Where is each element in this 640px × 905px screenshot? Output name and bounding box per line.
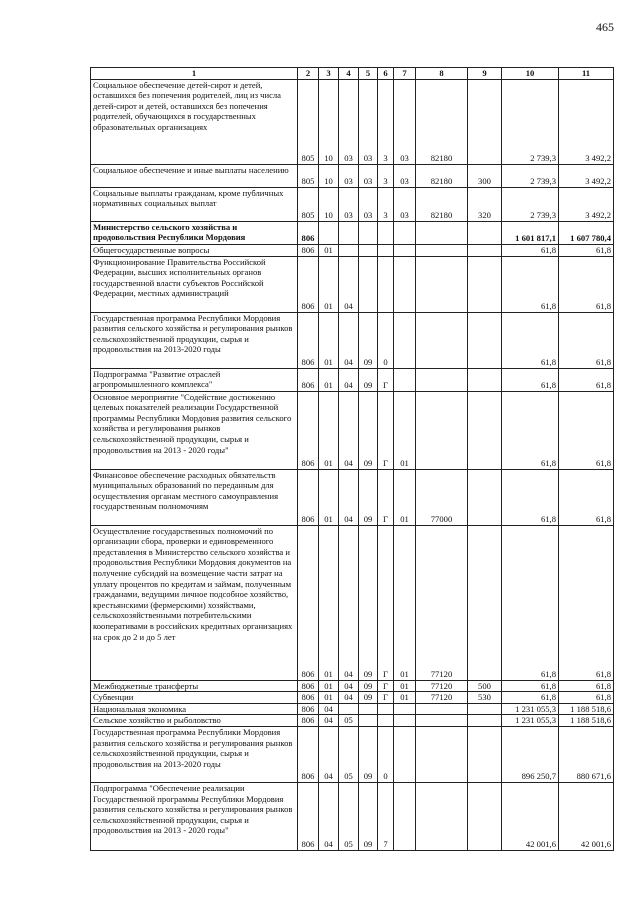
col-11: 61,8 [559,244,614,256]
col-4: 05 [339,726,359,782]
col-5 [359,221,378,244]
col-10: 1 601 817,1 [502,221,559,244]
col-11: 3 492,2 [559,79,614,164]
col-header: 11 [559,68,614,80]
col-3: 10 [319,164,339,187]
col-11: 61,8 [559,312,614,368]
col-10: 61,8 [502,692,559,704]
col-2: 806 [298,680,319,692]
col-3: 01 [319,368,339,391]
col-3: 04 [319,703,339,715]
col-5: 09 [359,469,378,525]
row-name: Государственная программа Республики Мордовия развития сельского хозяйства и регулирования рынков сельскохозяйственной продукции, сырья и продовольствия на 2013-2020 годы [91,312,298,368]
col-header: 5 [359,68,378,80]
col-11: 61,8 [559,368,614,391]
col-2: 806 [298,368,319,391]
col-5: 09 [359,680,378,692]
col-6 [378,244,394,256]
col-4: 05 [339,715,359,727]
col-header: 1 [91,68,298,80]
col-8: 77120 [416,692,468,704]
col-3: 01 [319,525,339,680]
col-7 [394,312,416,368]
col-10: 61,8 [502,244,559,256]
col-4: 04 [339,256,359,312]
col-5: 09 [359,692,378,704]
col-9 [468,312,502,368]
col-8 [416,256,468,312]
table-row [91,680,614,692]
col-header: 7 [394,68,416,80]
col-6: Г [378,525,394,680]
col-11: 42 001,6 [559,782,614,850]
col-4: 03 [339,187,359,221]
table-row [91,312,614,368]
col-9 [468,244,502,256]
col-8: 77120 [416,525,468,680]
table-body [91,68,614,851]
row-name: Финансовое обеспечение расходных обязательств муниципальных образований по переданным для осуществления органам местного самоуправления государственным полномочиям [91,469,298,525]
col-11: 1 607 780,4 [559,221,614,244]
col-2: 806 [298,256,319,312]
col-8: 82180 [416,187,468,221]
col-11: 61,8 [559,692,614,704]
col-9: 500 [468,680,502,692]
col-4: 04 [339,391,359,469]
col-11: 1 188 518,6 [559,715,614,727]
col-8: 82180 [416,79,468,164]
row-name: Подпрограмма "Развитие отраслей агропромышленного комплекса" [91,368,298,391]
col-3: 04 [319,726,339,782]
col-7: 03 [394,164,416,187]
col-7 [394,715,416,727]
table-row [91,525,614,680]
col-2: 806 [298,525,319,680]
col-10: 61,8 [502,312,559,368]
col-10: 896 250,7 [502,726,559,782]
table-row [91,221,614,244]
col-7: 01 [394,391,416,469]
table-row [91,187,614,221]
col-header: 6 [378,68,394,80]
col-10: 2 739,3 [502,164,559,187]
col-6: 0 [378,312,394,368]
col-3: 01 [319,391,339,469]
col-7: 03 [394,79,416,164]
col-9 [468,703,502,715]
col-4 [339,703,359,715]
col-7 [394,703,416,715]
table-row [91,469,614,525]
col-7: 01 [394,469,416,525]
col-11: 61,8 [559,391,614,469]
col-8 [416,368,468,391]
col-11: 3 492,2 [559,164,614,187]
col-2: 806 [298,391,319,469]
col-3: 01 [319,469,339,525]
col-3: 10 [319,187,339,221]
col-8 [416,782,468,850]
col-8 [416,244,468,256]
col-8 [416,391,468,469]
col-5: 03 [359,79,378,164]
row-name: Подпрограмма "Обеспечение реализации Государственной программы Республики Мордовия развития сельского хозяйства и регулирования рынков сельскохозяйственной продукции, сырья и продовольствия на 2013 - 2020 годы" [91,782,298,850]
col-7: 01 [394,525,416,680]
col-11: 3 492,2 [559,187,614,221]
col-9 [468,256,502,312]
col-10: 61,8 [502,256,559,312]
col-3: 01 [319,244,339,256]
col-9 [468,79,502,164]
col-5 [359,703,378,715]
row-name: Государственная программа Республики Мордовия развития сельского хозяйства и регулирования рынков сельскохозяйственной продукции, сырья и продовольствия на 2013-2020 годы [91,726,298,782]
table-row [91,782,614,850]
col-9 [468,469,502,525]
col-9 [468,368,502,391]
col-3: 04 [319,715,339,727]
col-3: 01 [319,680,339,692]
table-row [91,79,614,164]
col-5: 09 [359,391,378,469]
col-header: 4 [339,68,359,80]
col-3: 01 [319,692,339,704]
table-row [91,692,614,704]
col-4 [339,221,359,244]
table-row [91,256,614,312]
col-4: 04 [339,469,359,525]
col-5: 09 [359,312,378,368]
col-8: 82180 [416,164,468,187]
col-2: 805 [298,79,319,164]
col-4: 04 [339,368,359,391]
col-2: 805 [298,187,319,221]
col-6: 7 [378,782,394,850]
col-8 [416,312,468,368]
col-9: 300 [468,164,502,187]
row-name: Общегосударственные вопросы [91,244,298,256]
col-4: 04 [339,692,359,704]
col-8: 77120 [416,680,468,692]
col-5: 09 [359,726,378,782]
col-11: 61,8 [559,256,614,312]
col-5 [359,715,378,727]
col-9 [468,782,502,850]
col-11: 880 671,6 [559,726,614,782]
col-2: 806 [298,715,319,727]
col-9 [468,391,502,469]
col-6 [378,715,394,727]
col-6: Г [378,469,394,525]
budget-table [90,67,614,851]
col-10: 1 231 055,3 [502,703,559,715]
col-11: 61,8 [559,680,614,692]
row-name: Социальное обеспечение детей-сирот и детей, оставшихся без попечения родителей, лиц из числа детей-сирот и детей, оставшихся без попечения родителей, обучающихся в государственных образовательных организациях [91,79,298,164]
col-3: 04 [319,782,339,850]
col-10: 61,8 [502,368,559,391]
row-name: Межбюджетные трансферты [91,680,298,692]
col-6: 0 [378,726,394,782]
col-8: 77000 [416,469,468,525]
col-8 [416,703,468,715]
col-3 [319,221,339,244]
row-name: Социальные выплаты гражданам, кроме публичных нормативных социальных выплат [91,187,298,221]
col-7 [394,244,416,256]
col-9 [468,715,502,727]
row-name: Субвенции [91,692,298,704]
col-6: Г [378,368,394,391]
row-name: Сельское хозяйство и рыболовство [91,715,298,727]
table-row [91,715,614,727]
col-6 [378,703,394,715]
col-11: 1 188 518,6 [559,703,614,715]
col-9 [468,221,502,244]
col-10: 2 739,3 [502,187,559,221]
col-2: 806 [298,692,319,704]
row-name: Осуществление государственных полномочий по организации сбора, проверки и единовременного представления в Министерство сельского хозяйства и продовольствия Республики Мордовия документов на получение субсидий на возмещение части затрат на уплату процентов по кредитам и займам, полученным гражданами, ведущими личное подсобное хозяйство, крестьянскими (фермерскими) хозяйствами, сельскохозяйственными потребительскими кооперативами в российских кредитных организациях на срок до 2 и до 5 лет [91,525,298,680]
col-5 [359,256,378,312]
col-10: 2 739,3 [502,79,559,164]
col-header: 3 [319,68,339,80]
col-2: 806 [298,726,319,782]
row-name: Функционирование Правительства Российской Федерации, высших исполнительных органов государственной власти субъектов Российской Федерации, местных администраций [91,256,298,312]
col-10: 61,8 [502,391,559,469]
col-7 [394,368,416,391]
table-row [91,703,614,715]
table-header-row [91,68,614,80]
col-10: 42 001,6 [502,782,559,850]
col-4 [339,244,359,256]
col-6: 3 [378,187,394,221]
col-4: 04 [339,680,359,692]
col-4: 03 [339,164,359,187]
col-2: 806 [298,469,319,525]
col-10: 61,8 [502,525,559,680]
col-4: 04 [339,525,359,680]
col-6: Г [378,391,394,469]
col-6 [378,256,394,312]
col-header: 9 [468,68,502,80]
col-2: 806 [298,703,319,715]
col-11: 61,8 [559,469,614,525]
col-header: 2 [298,68,319,80]
col-4: 03 [339,79,359,164]
col-5: 09 [359,525,378,680]
col-4: 05 [339,782,359,850]
page-number: 465 [596,20,614,34]
col-9: 530 [468,692,502,704]
col-2: 806 [298,221,319,244]
col-8 [416,221,468,244]
table-row [91,164,614,187]
col-5 [359,244,378,256]
col-9 [468,726,502,782]
row-name: Социальное обеспечение и иные выплаты населению [91,164,298,187]
row-name: Национальная экономика [91,703,298,715]
col-7 [394,221,416,244]
col-6: 3 [378,79,394,164]
col-5: 09 [359,368,378,391]
col-9: 320 [468,187,502,221]
col-7: 01 [394,692,416,704]
row-name: Основное мероприятие "Содействие достижению целевых показателей реализации Государственной программы Республики Мордовия развития сельского хозяйства и регулирования рынков сельскохозяйственной продукции, сырья и продовольствия на 2013 - 2020 годы" [91,391,298,469]
col-9 [468,525,502,680]
col-5: 03 [359,187,378,221]
col-2: 806 [298,312,319,368]
col-header: 8 [416,68,468,80]
col-6: Г [378,692,394,704]
table-row [91,726,614,782]
col-6 [378,221,394,244]
col-11: 61,8 [559,525,614,680]
table-row [91,368,614,391]
col-8 [416,715,468,727]
col-6: 3 [378,164,394,187]
col-3: 01 [319,256,339,312]
col-10: 61,8 [502,680,559,692]
col-3: 01 [319,312,339,368]
col-10: 1 231 055,3 [502,715,559,727]
col-7 [394,782,416,850]
col-4: 04 [339,312,359,368]
col-5: 03 [359,164,378,187]
col-8 [416,726,468,782]
col-2: 806 [298,782,319,850]
table-row [91,391,614,469]
col-7 [394,256,416,312]
table-row [91,244,614,256]
col-7: 03 [394,187,416,221]
col-2: 806 [298,244,319,256]
row-name: Министерство сельского хозяйства и продовольствия Республики Мордовия [91,221,298,244]
col-10: 61,8 [502,469,559,525]
col-6: Г [378,680,394,692]
col-header: 10 [502,68,559,80]
col-7 [394,726,416,782]
col-5: 09 [359,782,378,850]
col-3: 10 [319,79,339,164]
col-7: 01 [394,680,416,692]
col-2: 805 [298,164,319,187]
